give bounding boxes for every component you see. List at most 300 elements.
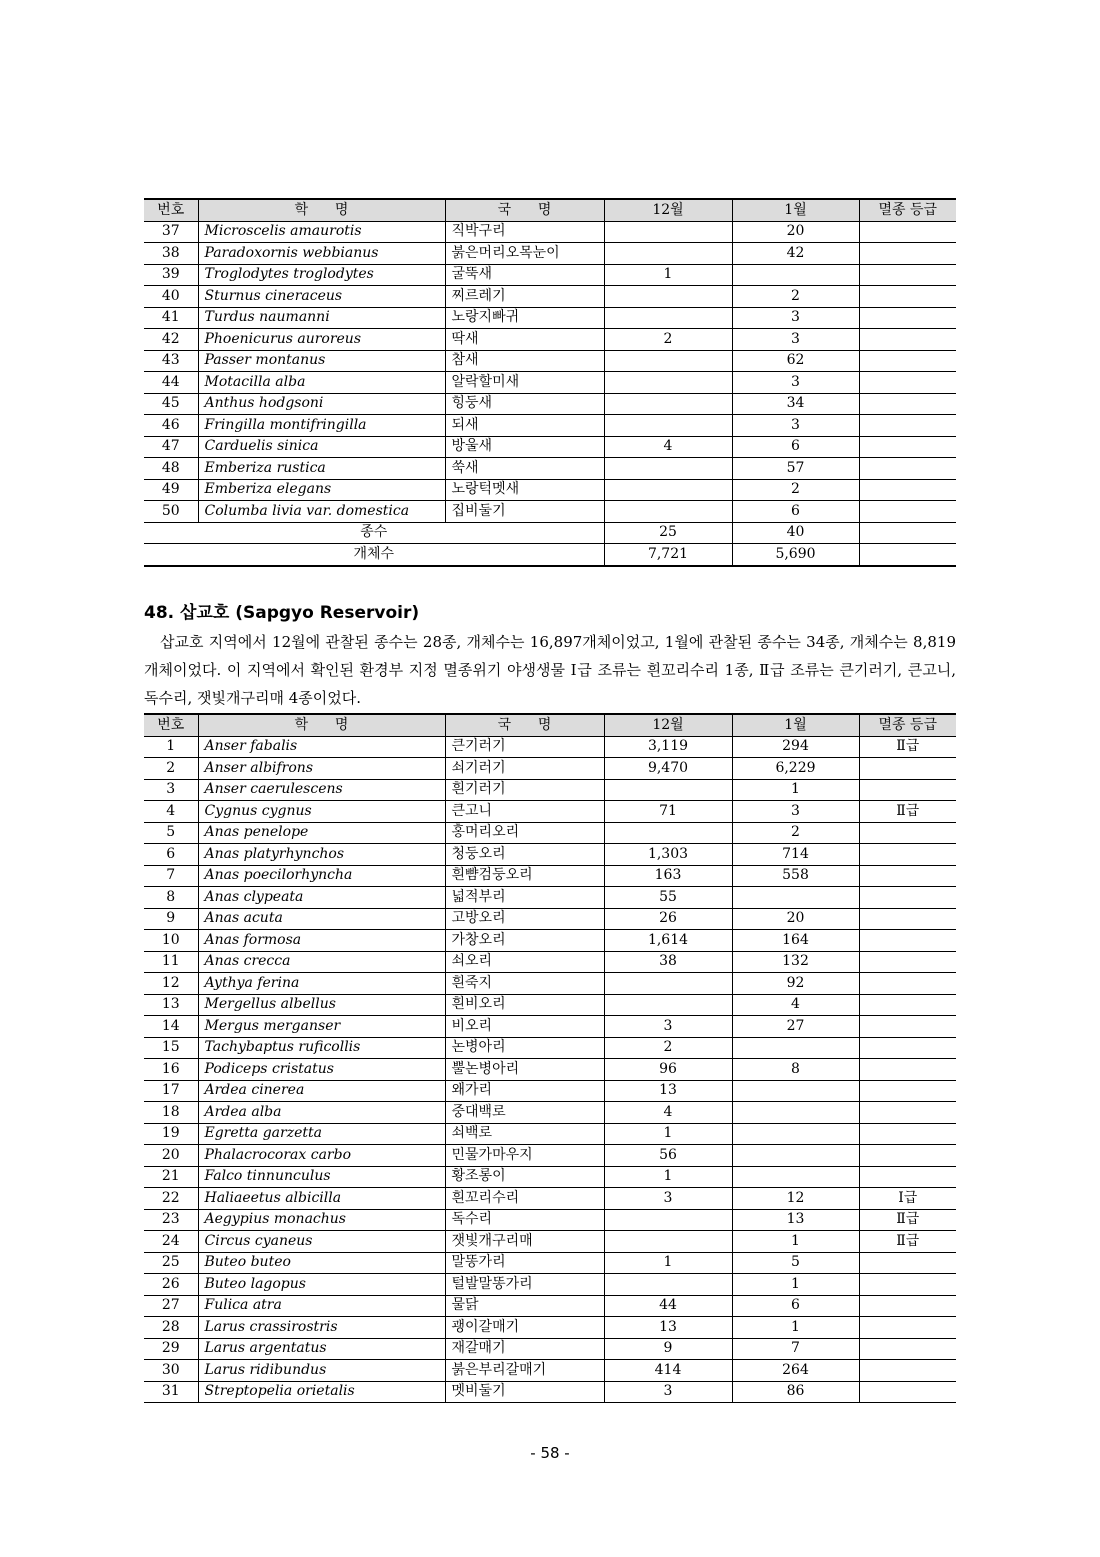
cell-january: 1 [732,1274,859,1296]
cell-extinction-grade [859,865,956,887]
cell-december [604,779,732,801]
cell-korean-name: 노랑지빠귀 [445,307,604,329]
cell-scientific-name: Mergellus albellus [198,994,445,1016]
table-row [144,1102,956,1124]
cell-january [732,1145,859,1167]
table-row [144,1274,956,1296]
cell-number: 44 [144,372,198,394]
cell-number: 26 [144,1274,198,1296]
cell-extinction-grade [859,1381,956,1403]
cell-december [604,822,732,844]
cell-scientific-name: Microscelis amaurotis [198,221,445,243]
cell-scientific-name: Mergus merganser [198,1016,445,1038]
table-row [144,243,956,265]
cell-number: 4 [144,801,198,823]
cell-extinction-grade [859,393,956,415]
cell-december: 1 [604,1166,732,1188]
cell-extinction-grade [859,415,956,437]
section-heading: 48. 삽교호 (Sapgyo Reservoir) [144,603,420,623]
cell-january: 6 [732,436,859,458]
cell-december: 26 [604,908,732,930]
cell-january: 86 [732,1381,859,1403]
cell-korean-name: 가창오리 [445,930,604,952]
cell-number: 6 [144,844,198,866]
cell-extinction-grade [859,350,956,372]
cell-korean-name: 알락할미새 [445,372,604,394]
cell-scientific-name: Tachybaptus ruficollis [198,1037,445,1059]
species-table-sapgyo [144,713,956,1403]
cell-extinction-grade [859,1295,956,1317]
cell-december: 3 [604,1016,732,1038]
cell-extinction-grade [859,779,956,801]
cell-january: 3 [732,415,859,437]
cell-january: 4 [732,994,859,1016]
cell-extinction-grade [859,479,956,501]
table-row [144,865,956,887]
cell-korean-name: 황조롱이 [445,1166,604,1188]
table-row [144,951,956,973]
header-scientific-name: 학 명 [198,714,445,736]
cell-december: 163 [604,865,732,887]
cell-number: 28 [144,1317,198,1339]
cell-number: 47 [144,436,198,458]
cell-december: 1 [604,264,732,286]
totals-january: 5,690 [732,544,859,566]
totals-december: 7,721 [604,544,732,566]
cell-scientific-name: Motacilla alba [198,372,445,394]
table-row [144,930,956,952]
cell-december [604,415,732,437]
cell-korean-name: 논병아리 [445,1037,604,1059]
cell-scientific-name: Phalacrocorax carbo [198,1145,445,1167]
cell-extinction-grade [859,1317,956,1339]
cell-scientific-name: Anser albifrons [198,758,445,780]
cell-january: 6,229 [732,758,859,780]
table-row [144,1059,956,1081]
cell-extinction-grade [859,1037,956,1059]
cell-scientific-name: Anthus hodgsoni [198,393,445,415]
cell-korean-name: 굴뚝새 [445,264,604,286]
cell-january: 7 [732,1338,859,1360]
cell-scientific-name: Turdus naumanni [198,307,445,329]
cell-number: 2 [144,758,198,780]
table-header-row [144,199,956,221]
cell-number: 16 [144,1059,198,1081]
cell-scientific-name: Larus crassirostris [198,1317,445,1339]
cell-december: 13 [604,1317,732,1339]
cell-number: 49 [144,479,198,501]
cell-january [732,1037,859,1059]
cell-scientific-name: Buteo buteo [198,1252,445,1274]
cell-korean-name: 멧비둘기 [445,1381,604,1403]
table-row [144,973,956,995]
cell-number: 5 [144,822,198,844]
cell-scientific-name: Larus argentatus [198,1338,445,1360]
cell-scientific-name: Sturnus cineraceus [198,286,445,308]
cell-extinction-grade [859,758,956,780]
cell-extinction-grade [859,1016,956,1038]
table-row [144,307,956,329]
cell-korean-name: 물닭 [445,1295,604,1317]
cell-korean-name: 직박구리 [445,221,604,243]
cell-december [604,350,732,372]
cell-number: 42 [144,329,198,351]
cell-scientific-name: Haliaeetus albicilla [198,1188,445,1210]
cell-scientific-name: Podiceps cristatus [198,1059,445,1081]
cell-january: 714 [732,844,859,866]
cell-extinction-grade [859,930,956,952]
cell-scientific-name: Anas platyrhynchos [198,844,445,866]
table-row [144,479,956,501]
cell-korean-name: 말똥가리 [445,1252,604,1274]
cell-january: 1 [732,1317,859,1339]
cell-number: 38 [144,243,198,265]
cell-korean-name: 붉은부리갈매기 [445,1360,604,1382]
cell-january: 3 [732,801,859,823]
cell-korean-name: 흰비오리 [445,994,604,1016]
cell-extinction-grade: Ⅰ급 [859,1188,956,1210]
cell-scientific-name: Cygnus cygnus [198,801,445,823]
cell-number: 29 [144,1338,198,1360]
cell-december: 55 [604,887,732,909]
cell-scientific-name: Carduelis sinica [198,436,445,458]
cell-extinction-grade [859,1059,956,1081]
table-row [144,1016,956,1038]
header-korean-name: 국 명 [445,714,604,736]
cell-extinction-grade [859,1123,956,1145]
cell-december: 4 [604,1102,732,1124]
cell-extinction-grade [859,264,956,286]
cell-january: 2 [732,479,859,501]
cell-january: 20 [732,908,859,930]
table-row [144,458,956,480]
cell-extinction-grade [859,243,956,265]
cell-january [732,1102,859,1124]
cell-scientific-name: Falco tinnunculus [198,1166,445,1188]
cell-december: 3 [604,1381,732,1403]
cell-korean-name: 털발말똥가리 [445,1274,604,1296]
cell-number: 10 [144,930,198,952]
cell-extinction-grade: Ⅱ급 [859,1231,956,1253]
cell-january: 132 [732,951,859,973]
cell-december: 1,303 [604,844,732,866]
cell-january [732,887,859,909]
cell-scientific-name: Ardea alba [198,1102,445,1124]
cell-january: 8 [732,1059,859,1081]
cell-december: 1 [604,1123,732,1145]
cell-december [604,1209,732,1231]
cell-scientific-name: Troglodytes troglodytes [198,264,445,286]
cell-number: 39 [144,264,198,286]
table-row [144,372,956,394]
cell-number: 27 [144,1295,198,1317]
table-row [144,264,956,286]
cell-december [604,372,732,394]
cell-korean-name: 흰죽지 [445,973,604,995]
cell-number: 19 [144,1123,198,1145]
cell-number: 1 [144,736,198,758]
table-row [144,221,956,243]
table-row [144,415,956,437]
table-row [144,1145,956,1167]
totals-label: 종수 [144,522,604,544]
totals-december: 25 [604,522,732,544]
cell-number: 14 [144,1016,198,1038]
cell-number: 7 [144,865,198,887]
cell-extinction-grade: Ⅱ급 [859,1209,956,1231]
table-row [144,801,956,823]
cell-korean-name: 민물가마우지 [445,1145,604,1167]
header-december: 12월 [604,199,732,221]
cell-korean-name: 고방오리 [445,908,604,930]
cell-korean-name: 딱새 [445,329,604,351]
cell-december [604,994,732,1016]
table-row [144,994,956,1016]
cell-december: 3 [604,1188,732,1210]
table-row [144,1381,956,1403]
cell-january: 20 [732,221,859,243]
cell-korean-name: 독수리 [445,1209,604,1231]
cell-january: 1 [732,1231,859,1253]
cell-number: 50 [144,501,198,523]
cell-number: 12 [144,973,198,995]
cell-december [604,501,732,523]
cell-korean-name: 청둥오리 [445,844,604,866]
cell-korean-name: 큰고니 [445,801,604,823]
cell-december: 2 [604,329,732,351]
cell-january: 27 [732,1016,859,1038]
cell-scientific-name: Passer montanus [198,350,445,372]
cell-scientific-name: Anser caerulescens [198,779,445,801]
cell-december [604,458,732,480]
cell-number: 20 [144,1145,198,1167]
cell-scientific-name: Anas penelope [198,822,445,844]
cell-number: 13 [144,994,198,1016]
cell-number: 45 [144,393,198,415]
totals-label: 개체수 [144,544,604,566]
cell-december: 4 [604,436,732,458]
table-header-row [144,714,956,736]
cell-korean-name: 집비둘기 [445,501,604,523]
cell-extinction-grade: Ⅱ급 [859,801,956,823]
page-number: - 58 - [530,1444,570,1462]
header-number: 번호 [144,714,198,736]
table-row [144,1360,956,1382]
cell-december: 44 [604,1295,732,1317]
table-row [144,1037,956,1059]
table-row [144,501,956,523]
cell-december: 414 [604,1360,732,1382]
cell-january: 3 [732,307,859,329]
cell-extinction-grade [859,458,956,480]
cell-january [732,1123,859,1145]
cell-january: 12 [732,1188,859,1210]
cell-korean-name: 붉은머리오목눈이 [445,243,604,265]
cell-december: 38 [604,951,732,973]
table-row [144,736,956,758]
cell-number: 37 [144,221,198,243]
header-extinction-grade: 멸종 등급 [859,199,956,221]
cell-korean-name: 힝둥새 [445,393,604,415]
cell-december [604,1231,732,1253]
cell-korean-name: 재갈매기 [445,1338,604,1360]
cell-december [604,973,732,995]
cell-january: 294 [732,736,859,758]
table-row [144,393,956,415]
cell-december: 2 [604,1037,732,1059]
cell-number: 46 [144,415,198,437]
cell-december [604,221,732,243]
table-row [144,1252,956,1274]
cell-korean-name: 흰뺨검둥오리 [445,865,604,887]
cell-scientific-name: Streptopelia orietalis [198,1381,445,1403]
cell-scientific-name: Anas formosa [198,930,445,952]
cell-extinction-grade [859,973,956,995]
table-row [144,1209,956,1231]
header-number: 번호 [144,199,198,221]
cell-january [732,1080,859,1102]
cell-number: 41 [144,307,198,329]
cell-january: 164 [732,930,859,952]
cell-scientific-name: Anas crecca [198,951,445,973]
cell-extinction-grade [859,1080,956,1102]
cell-scientific-name: Columba livia var. domestica [198,501,445,523]
cell-number: 48 [144,458,198,480]
cell-korean-name: 넓적부리 [445,887,604,909]
cell-extinction-grade [859,1252,956,1274]
cell-december: 3,119 [604,736,732,758]
cell-january: 1 [732,779,859,801]
cell-january: 6 [732,501,859,523]
cell-january: 2 [732,822,859,844]
cell-january: 34 [732,393,859,415]
table-row [144,436,956,458]
cell-january: 2 [732,286,859,308]
cell-number: 24 [144,1231,198,1253]
cell-january: 42 [732,243,859,265]
table-row [144,779,956,801]
cell-january: 3 [732,372,859,394]
cell-korean-name: 쑥새 [445,458,604,480]
cell-extinction-grade [859,822,956,844]
cell-scientific-name: Ardea cinerea [198,1080,445,1102]
cell-extinction-grade [859,1274,956,1296]
cell-korean-name: 되새 [445,415,604,437]
cell-number: 40 [144,286,198,308]
cell-january: 13 [732,1209,859,1231]
cell-december [604,393,732,415]
cell-december: 1 [604,1252,732,1274]
header-january: 1월 [732,714,859,736]
cell-number: 18 [144,1102,198,1124]
cell-extinction-grade [859,1338,956,1360]
table-row [144,1166,956,1188]
cell-scientific-name: Paradoxornis webbianus [198,243,445,265]
cell-extinction-grade [859,994,956,1016]
cell-scientific-name: Anas poecilorhyncha [198,865,445,887]
totals-grade [859,522,956,544]
cell-korean-name: 쇠백로 [445,1123,604,1145]
cell-december: 96 [604,1059,732,1081]
cell-extinction-grade [859,908,956,930]
table-row [144,1231,956,1253]
cell-number: 21 [144,1166,198,1188]
cell-scientific-name: Aythya ferina [198,973,445,995]
cell-january: 92 [732,973,859,995]
cell-korean-name: 왜가리 [445,1080,604,1102]
table-row [144,908,956,930]
cell-number: 30 [144,1360,198,1382]
cell-scientific-name: Emberiza rustica [198,458,445,480]
cell-korean-name: 찌르레기 [445,286,604,308]
cell-korean-name: 뿔논병아리 [445,1059,604,1081]
table-row [144,1317,956,1339]
cell-december [604,479,732,501]
table-row [144,1188,956,1210]
cell-december: 1,614 [604,930,732,952]
cell-extinction-grade [859,221,956,243]
cell-scientific-name: Fringilla montifringilla [198,415,445,437]
cell-scientific-name: Fulica atra [198,1295,445,1317]
cell-extinction-grade: Ⅱ급 [859,736,956,758]
cell-korean-name: 흰꼬리수리 [445,1188,604,1210]
cell-scientific-name: Aegypius monachus [198,1209,445,1231]
cell-extinction-grade [859,436,956,458]
cell-korean-name: 비오리 [445,1016,604,1038]
cell-korean-name: 쇠오리 [445,951,604,973]
cell-korean-name: 잿빛개구리매 [445,1231,604,1253]
cell-korean-name: 쇠기러기 [445,758,604,780]
cell-scientific-name: Phoenicurus auroreus [198,329,445,351]
table-row [144,844,956,866]
cell-scientific-name: Circus cyaneus [198,1231,445,1253]
cell-number: 17 [144,1080,198,1102]
cell-extinction-grade [859,286,956,308]
cell-extinction-grade [859,372,956,394]
cell-january: 558 [732,865,859,887]
cell-number: 22 [144,1188,198,1210]
cell-korean-name: 홍머리오리 [445,822,604,844]
table-row [144,1123,956,1145]
cell-january [732,264,859,286]
cell-scientific-name: Anser fabalis [198,736,445,758]
cell-december: 13 [604,1080,732,1102]
header-extinction-grade: 멸종 등급 [859,714,956,736]
cell-extinction-grade [859,1166,956,1188]
cell-number: 31 [144,1381,198,1403]
cell-extinction-grade [859,844,956,866]
cell-extinction-grade [859,307,956,329]
totals-row [144,544,956,566]
cell-extinction-grade [859,329,956,351]
cell-december [604,307,732,329]
table-row [144,1295,956,1317]
cell-december [604,243,732,265]
cell-extinction-grade [859,501,956,523]
cell-number: 8 [144,887,198,909]
cell-number: 43 [144,350,198,372]
cell-extinction-grade [859,887,956,909]
table-row [144,822,956,844]
table-row [144,758,956,780]
cell-january: 3 [732,329,859,351]
cell-january: 62 [732,350,859,372]
cell-scientific-name: Larus ridibundus [198,1360,445,1382]
cell-korean-name: 큰기러기 [445,736,604,758]
species-table-continued [144,198,956,567]
cell-december: 9 [604,1338,732,1360]
header-december: 12월 [604,714,732,736]
